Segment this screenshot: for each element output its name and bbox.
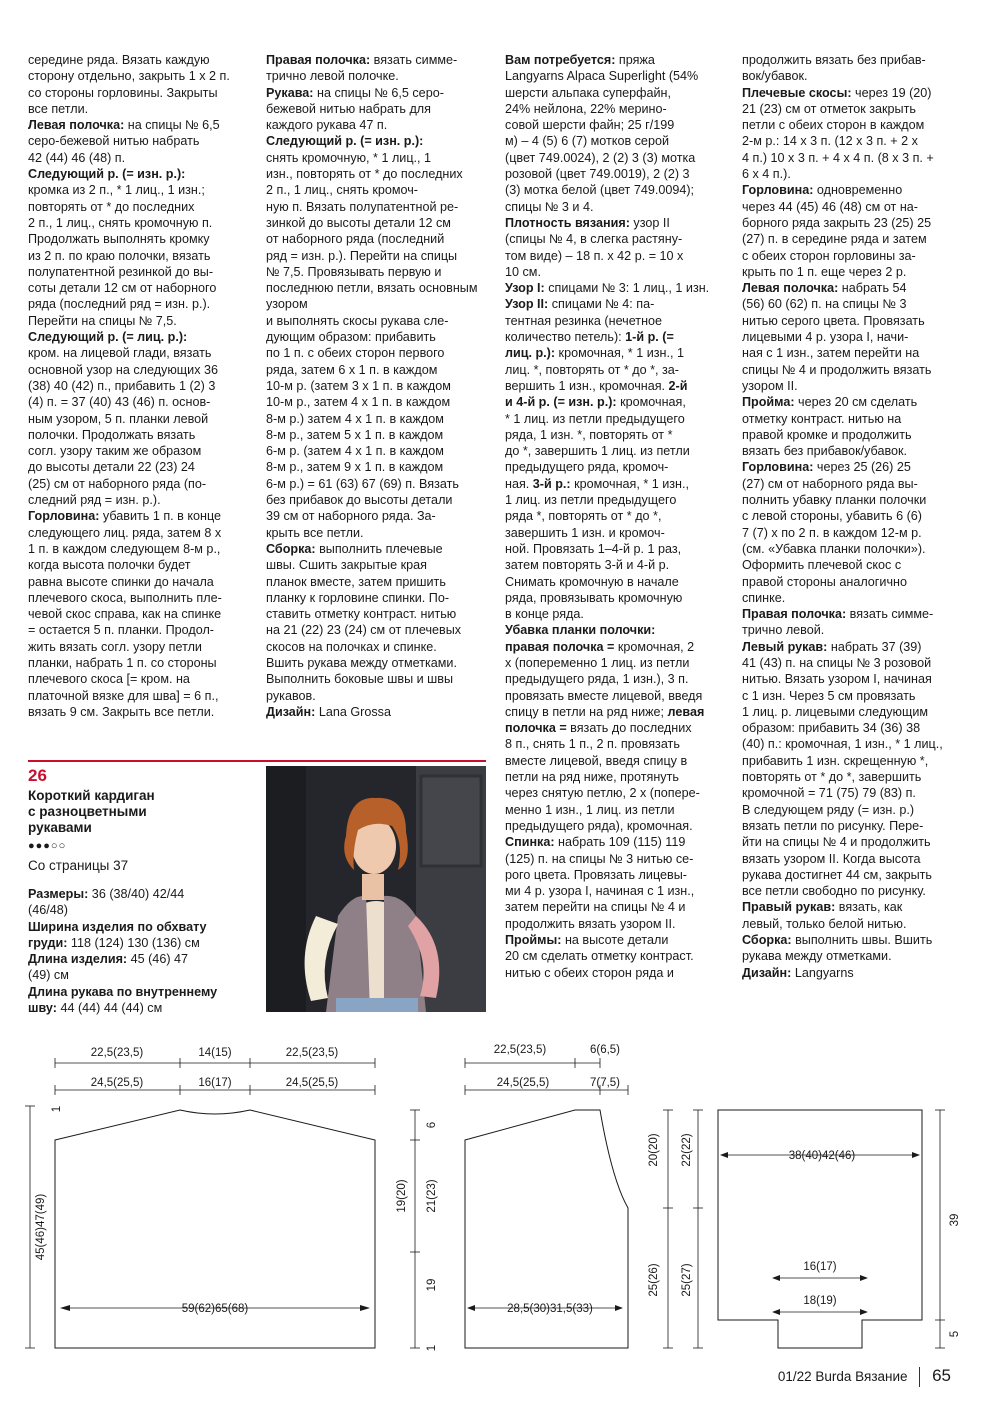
section-text: кромочная, 2 х (попеременно 1 лиц. из петли предыдущего ряда, 1 изн.), 3 п. провязать вместе лицевой, введя спицу в петли на ряд ниже; — [505, 639, 703, 719]
pattern-specs — [28, 886, 260, 1016]
section-text: кром. на лицевой глади, вязать основной узор на следующих 36 (38) 40 (42) п., прибавить 1 (2) 3 (4) п. = 37 (40) 43 (46) п. основ- ным узором, 5 п. планки левой полочки. Продолжать вязать согл. узору таким же образом до высоты детали 22 (23) 24 (25) см от наборного ряда (по- следний ряд = изн. р.). — [28, 346, 219, 508]
section-text: набрать 109 (115) 119 (125) п. на спицы № 3 нитью се- рого цвета. Провязать лицевы- ми 4 р. узора I, начиная с 1 изн., затем перейти на спицы № 4 и продолжить вязать узором II. — [505, 835, 695, 931]
section-heading: Сборка: — [742, 933, 792, 948]
section-heading: Убавка планки полочки: правая полочка = — [505, 623, 656, 654]
text-column-1 — [28, 52, 250, 720]
section-text: кромка из 2 п., * 1 лиц., 1 изн.; повторять от * до последних 2 п., 1 лиц., снять кромочную п. Продолжать выполнять кромку из 2 п. по краю полочки, вязать полупатентной резинкой до вы- соты детали 12 см от наборного ряда (последний ряд = изн. р.). Перейти на спицы № 7,5. — [28, 183, 217, 328]
section-text: выполнить швы. Вшить рукава между отметками. — [742, 933, 933, 964]
spec-label: Ширина изделия по обхвату груди: — [28, 919, 207, 950]
spec-value: 44 (44) 44 (44) см — [56, 1001, 163, 1016]
pattern-title: Короткий кардиган с разноцветными рукавами — [28, 788, 155, 835]
section-heading: Левый рукав: — [742, 639, 828, 654]
section-text: спицами № 4: па- тентная резинка (нечетное количество петель): — [505, 297, 663, 345]
schematic-diagrams — [0, 1030, 999, 1370]
section-heading: Узор I: — [505, 281, 545, 296]
section-heading: Плотность вязания: — [505, 215, 630, 230]
difficulty-rating: ●●●○○ — [28, 840, 67, 852]
back-shoulder-bot-label: 24,5(25,5) — [90, 1077, 144, 1089]
text-column-4 — [742, 52, 964, 981]
section-heading: Вам потребуется: — [505, 53, 616, 67]
back-hem-label: 1 — [426, 1344, 438, 1352]
front-armhole-label: 20(20) — [648, 1133, 660, 1167]
section-text: Langyarns — [791, 965, 854, 980]
spec-label: Длина рукава по внутреннему шву: — [28, 984, 218, 1016]
page-footer — [778, 1366, 951, 1387]
front-band-top-label: 6(6,5) — [589, 1044, 621, 1056]
front-lower-label: 25(26) — [648, 1263, 660, 1297]
back-width-label: 59(62)65(68) — [181, 1303, 249, 1315]
footer-divider — [919, 1367, 920, 1387]
sleeve-cuff-a-label: 16(17) — [803, 1261, 837, 1273]
spec-value: 118 (124) 130 (136) см — [67, 935, 200, 950]
section-heading: 2-й и 4-й р. (= изн. р.): — [505, 378, 688, 410]
section-text: на спицы № 6,5 серо-бежевой нитью набрать 42 (44) 46 (48) п. — [28, 118, 220, 165]
section-heading: Правый рукав: — [742, 900, 836, 915]
section-heading: Левая полочка: — [28, 118, 125, 133]
model-photo — [266, 766, 486, 1012]
section-text: на спицы № 6,5 серо- бежевой нитью набрать для каждого рукава 47 п. — [266, 85, 444, 133]
spec-item — [28, 984, 260, 1017]
section-heading: Плечевые скосы: — [742, 85, 852, 100]
section-heading: Дизайн: — [266, 704, 316, 719]
section-heading: Следующий р. (= изн. р.): — [28, 167, 186, 182]
section-heading: Спинка: — [505, 835, 555, 850]
section-text: середине ряда. Вязать каждую сторону отдельно, закрыть 1 х 2 п. со стороны горловины. Закрыты все петли. — [28, 53, 230, 116]
section-text: через 19 (20) 21 (23) см от отметок закрыть петли с обеих сторон в каждом 2-м р.: 14 х 3 п. (12 х 3 п. + 2 х 4 п.) 10 х 3 п. + 4 х 4 п. (8 х 3 п. + 6 х 4 п.). — [742, 85, 934, 182]
source-page: Со страницы 37 — [28, 858, 129, 873]
back-shoulder-top-r-label: 22,5(23,5) — [285, 1047, 339, 1059]
section-text: снять кромочную, * 1 лиц., 1 изн., повторять от * до последних 2 п., 1 лиц., снять кромоч- ную п. Вязать полупатентной ре- зинкой до высоты детали 12 см от наборного ряда (последний ряд = изн. р.). Перейти на спицы № 7,5. Провязывать первую и последнюю петли, вязать основным узором и выполнять скосы рукава сле- дующим образом: прибавить по 1 п. с обеих сторон первого ряда, затем 6 х 1 п. в каждом 10-м р. (затем 3 х 1 п. в каждом 10-м р., затем 4 х 1 п. в каждом 8-м р.) затем 4 х 1 п. в каждом 8-м р., затем 5 х 1 п. в каждом 6-м р. (затем 4 х 1 п. в каждом 8-м р., затем 9 х 1 п. в каждом 6-м р.) = 61 (63) 67 (69) п. Вязать без прибавок до высоты детали 39 см от наборного ряда. За- крыть все петли. — [266, 150, 478, 540]
section-heading: Горловина: — [742, 460, 814, 475]
section-text: пряжа Langyarns Alpaca Superlight (54% шерсти альпака суперфайн, 24% нейлона, 22% мерино- совой шерсти файн; 25 г/199 м) – 4 (5) 6 (7) мотков серой (цвет 749.0024), 2 (2) 3 (3) мотка розовой (цвет 749.0019), 2 (2) 3 (3) мотка белой (цвет 749.0094); спицы № 3 и 4. — [505, 53, 699, 214]
sleeve-cuff-b-label: 18(19) — [803, 1295, 837, 1307]
column-text — [28, 52, 250, 720]
section-text: набрать 54 (56) 60 (62) п. на спицы № 3 нитью серого цвета. Провязать лицевыми 4 р. узора I, начи- ная с 1 изн., затем перейти на спицы № 4 и продолжить вязать узором II. — [742, 281, 932, 393]
section-text: кромочная, * 1 лиц. из петли предыдущего ряда, 1 изн. *, повторять от * до *, завершить 1 лиц. из петли предыдущего ряда, кромоч- ная. — [505, 395, 690, 491]
back-shoulder-top-label: 22,5(23,5) — [90, 1047, 144, 1059]
front-band-bot-label: 7(7,5) — [589, 1077, 621, 1089]
section-text: спицами № 3: 1 лиц., 1 изн. — [544, 281, 710, 296]
spec-value: 45 (46) 47 (49) см — [28, 952, 189, 983]
section-heading: 3-й р.: — [532, 476, 571, 491]
spec-label: Размеры: — [28, 887, 89, 901]
section-text: Lana Grossa — [315, 704, 391, 719]
back-armhole-label: 19(20) — [396, 1179, 408, 1213]
section-heading: Левая полочка: — [742, 281, 839, 296]
section-text: кромочная, * 1 изн., 1 лиц. из петли предыдущего ряда *, повторять от * до *, завершить 1 изн. и кромоч- ной. Провязать 1–4-й р. 1 раз, затем повторять 3-й и 4-й р. Снимать кромочную в начале ряда, провязывать кромочную в конце ряда. — [505, 476, 690, 622]
section-text: вязать, как левый, только белой нитью. — [742, 900, 907, 931]
section-text: через 20 см сделать отметку контраст. нитью на правой кромке и продолжить вязать без прибавок/убавок. — [742, 395, 918, 459]
section-heading: Рукава: — [266, 85, 314, 100]
section-text: вязать до последних 8 п., снять 1 п., 2 п. провязать вместе лицевой, введя спицу в петли на ряд ниже, протянуть через снятую петлю, 2 х (попере- менно 1 изн., 1 лиц. из петли предыдущего ряда), кромочная. — [505, 721, 700, 833]
column-text — [266, 52, 488, 720]
section-text: узор II (спицы № 4, в слегка растяну- том виде) – 18 п. х 42 р. = 10 х 10 см. — [505, 215, 684, 279]
text-column-3 — [505, 52, 727, 981]
back-neck-bot-label: 16(17) — [198, 1077, 232, 1089]
back-neck-drop-label: 1 — [51, 1105, 63, 1113]
section-heading: Правая полочка: — [266, 53, 371, 67]
column-text — [505, 52, 727, 981]
section-text: через 25 (26) 25 (27) см от наборного ряда вы- полнить убавку планки полочки с левой стороны, убавить 6 (6) 7 (7) х по 2 п. в каждом 12-м р. (см. «Убавка планки полочки»). Оформить плечевой скос с правой стороны аналогично спинке. — [742, 460, 927, 605]
section-heading: Дизайн: — [742, 965, 792, 980]
section-heading: 1-й р. (= лиц. р.): — [505, 330, 674, 361]
back-armhole-b-label: 21(23) — [426, 1179, 438, 1213]
issue-number: 01/22 — [777, 1369, 812, 1384]
section-heading: Следующий р. (= изн. р.): — [266, 134, 424, 149]
section-heading: Правая полочка: — [742, 607, 847, 622]
section-text: на высоте детали 20 см сделать отметку контраст. нитью с обеих сторон ряда и — [505, 933, 694, 980]
photo-illustration — [266, 766, 486, 1012]
section-text: продолжить вязать без прибав- вок/убавок. — [742, 53, 926, 84]
back-shoulder-bot-r-label: 24,5(25,5) — [285, 1077, 339, 1089]
sleeve-cuff-h-label: 5 — [949, 1330, 961, 1338]
magazine-name: Burda Вязание — [815, 1369, 908, 1384]
text-column-2 — [266, 52, 488, 720]
back-lower-label: 19 — [426, 1278, 438, 1292]
back-shoulder-slope-label: 6 — [426, 1121, 438, 1129]
front-shoulder-top-label: 22,5(23,5) — [493, 1044, 547, 1056]
back-neck-top-label: 14(15) — [198, 1047, 232, 1059]
section-heading: Следующий р. (= лиц. р.): — [28, 330, 188, 345]
front-width-label: 28,5(30)31,5(33) — [507, 1303, 593, 1315]
section-heading: Пройма: — [742, 395, 795, 410]
spec-label: Длина изделия: — [28, 952, 128, 967]
spec-item — [28, 951, 260, 984]
pattern-number: 26 — [28, 766, 47, 785]
section-divider — [28, 760, 486, 762]
section-heading: Проймы: — [505, 933, 562, 948]
section-text: убавить 1 п. в конце следующего лиц. ряда, затем 8 х 1 п. в каждом следующем 8-м р., когда высота полочки будет равна высоте спинки до начала плечевого скоса, выполнить пле- чевой скос справа, как на спинке = остается 5 п. планки. Продол- жить вязать согл. узору петли планки, набрать 1 п. со стороны плечевого скоса [= кром. на платочной вязке для шва] = 6 п., вязать 9 см. Закрыть все петли. — [28, 509, 222, 719]
section-heading: левая полочка = — [505, 704, 705, 736]
section-text: набрать 37 (39) 41 (43) п. на спицы № 3 розовой нитью. Вязать узором I, начиная с 1 изн. Через 5 см провязать 1 лиц. р. лицевыми следующим образом: прибавить 34 (36) 38 (40) п.: кромочная, 1 изн., * 1 лиц., прибавить 1 изн. скрещенную *, повторять от * до *, завершить кромочной = 71 (75) 79 (83) п. В следующем ряду (= изн. р.) вязать петли по рисунку. Пере- йти на спицы № 4 и продолжить вязать узором II. Когда высота рукава достигнет 44 см, закрыть все петли свободно по рисунку. — [742, 639, 943, 899]
section-text: кромочная, * 1 изн., 1 лиц. *, повторять от * до *, за- вершить 1 изн., кромочная. — [505, 346, 684, 393]
sleeve-length-label: 39 — [949, 1213, 961, 1227]
front-lower-b-label: 25(27) — [681, 1263, 693, 1297]
section-text: выполнить плечевые швы. Сшить закрытые края планок вместе, затем пришить планку к горловине спинки. По- ставить отметку контраст. нитью на 21 (22) 23 (24) см от плечевых скосов на полочках и спинке. Вшить рукава между отметками. Выполнить боковые швы и швы рукавов. — [266, 541, 462, 703]
section-text: вязать симме- трично левой. — [742, 607, 934, 638]
spec-item — [28, 886, 260, 919]
sleeve-top-label: 38(40)42(46) — [788, 1150, 856, 1162]
spec-item — [28, 919, 260, 952]
section-heading: Узор II: — [505, 297, 549, 312]
column-text — [742, 52, 964, 981]
front-shoulder-bot-label: 24,5(25,5) — [496, 1077, 550, 1089]
spec-value: 36 (38/40) 42/44 (46/48) — [28, 887, 185, 918]
section-heading: Горловина: — [742, 183, 814, 198]
section-text: вязать симме- трично левой полочке. — [266, 53, 458, 84]
back-length-label: 45(46)47(49) — [35, 1193, 47, 1261]
page-number: 65 — [932, 1366, 951, 1385]
front-armhole-b-label: 22(22) — [681, 1133, 693, 1167]
section-text: одновременно через 44 (45) 46 (48) см от на- борного ряда закрыть 23 (25) 25 (27) п. в середине ряда и затем с обеих сторон горловины за- крыть по 1 п. еще через 2 р. — [742, 183, 932, 279]
section-heading: Горловина: — [28, 509, 100, 524]
section-heading: Сборка: — [266, 541, 316, 556]
